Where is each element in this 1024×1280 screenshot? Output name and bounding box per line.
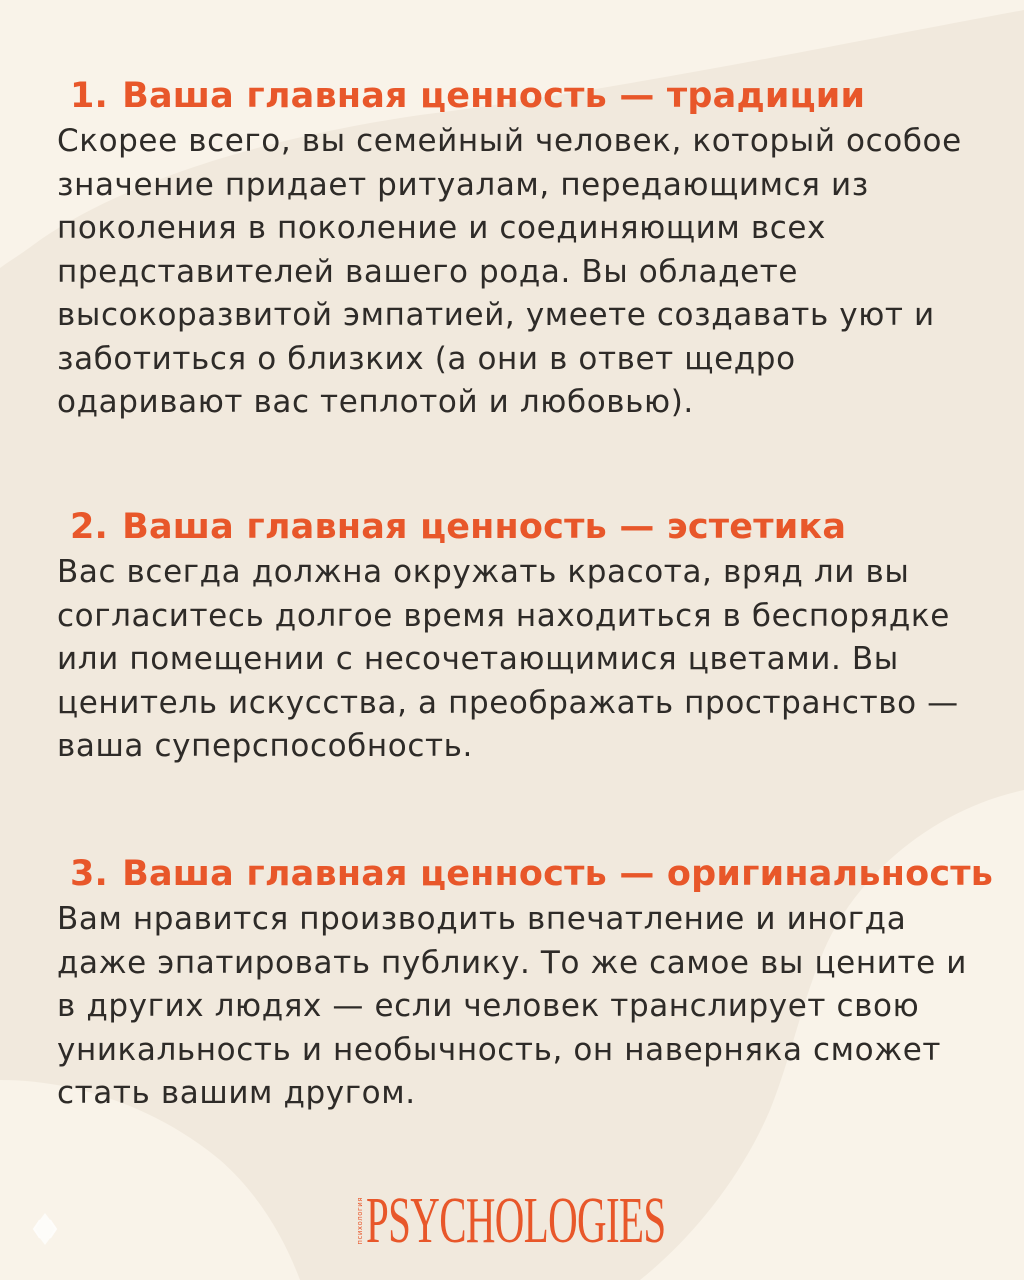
section-body [57,120,997,425]
body-line: Вас всегда должна окружать красота, вряд ли вы [57,554,910,590]
section-heading [70,74,997,118]
body-line: ваша суперспособность. [57,728,473,764]
section-heading [70,852,997,896]
body-line: высокоразвитой эмпатией, умеете создавать уют и [57,297,935,333]
body-line: Скорее всего, вы семейный человек, который особое [57,123,962,159]
section-number: 2. [70,507,109,547]
logo-side-text: психология [356,1197,364,1245]
logo-wordmark: PSYCHOLOGIES [366,1184,666,1257]
section-traditions [57,74,997,425]
section-number: 1. [70,76,109,116]
body-line: даже эпатировать публику. То же самое вы цените и [57,944,967,981]
body-line: заботиться о близких (а они в ответ щедро [57,340,796,377]
body-line: значение придает ритуалам, передающимся из [57,166,869,203]
body-line: стать вашим другом. [57,1075,416,1111]
section-originality [57,852,997,1116]
body-line: или помещении с несочетающимися цветами. Вы [57,641,899,677]
diamond-mark-icon [30,1212,60,1246]
body-line: представителей вашего рода. Вы обладете [57,253,799,290]
psychologies-logo [356,1184,849,1257]
section-body [57,898,997,1116]
section-title: Ваша главная ценность — традиции [122,76,866,116]
section-body [57,551,997,769]
body-line: Вам нравится производить впечатление и иногда [57,901,907,937]
section-aesthetics [57,505,997,769]
body-line: в других людях — если человек транслирует свою [57,988,920,1024]
body-line: одаривают вас теплотой и любовью). [57,384,694,420]
section-title: Ваша главная ценность — оригинальность [122,854,994,894]
body-line: ценитель искусства, а преображать пространство — [57,684,959,721]
section-number: 3. [70,854,109,894]
body-line: уникальность и необычность, он наверняка сможет [57,1031,942,1068]
body-line: поколения в поколение и соединяющим всех [57,210,826,246]
section-title: Ваша главная ценность — эстетика [122,507,847,547]
body-line: согласитесь долгое время находиться в беспорядке [57,597,950,634]
section-heading [70,505,997,549]
